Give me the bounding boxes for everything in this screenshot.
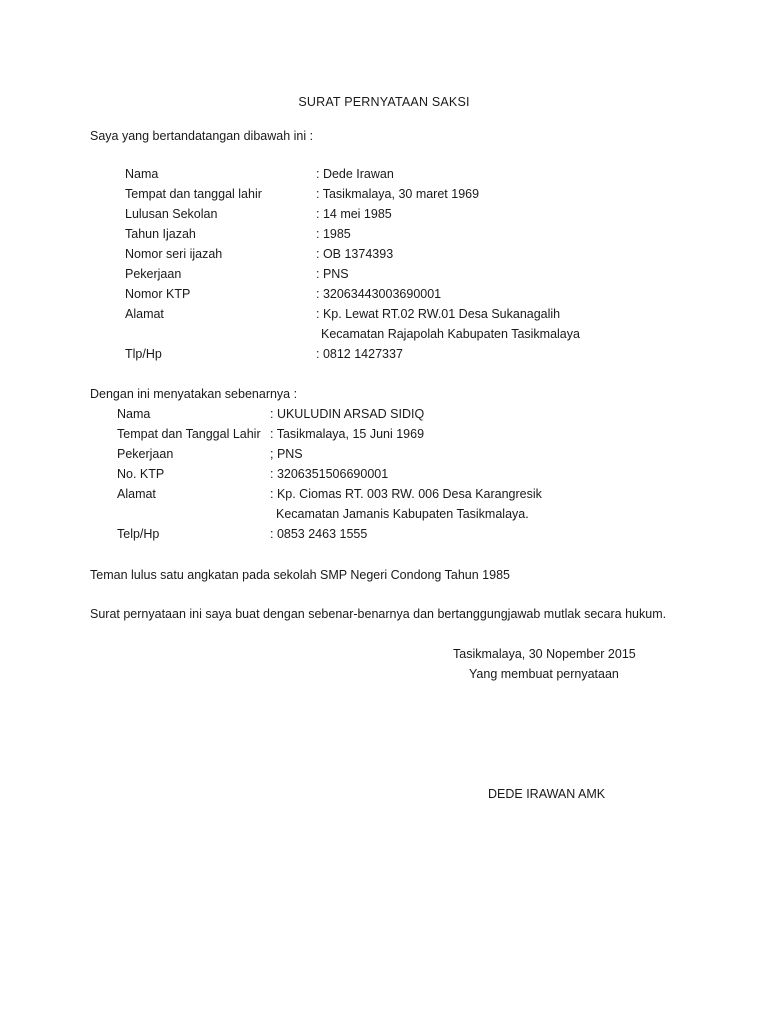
field-value: : OB 1374393 (316, 247, 394, 261)
field-label: Telp/Hp (117, 527, 160, 541)
field-value: : 1985 (316, 227, 351, 241)
field-label: Pekerjaan (117, 447, 174, 461)
field-label: Nama (117, 407, 151, 421)
signer-name: DEDE IRAWAN AMK (488, 787, 606, 801)
closing-paragraph: Surat pernyataan ini saya buat dengan sebenar-benarnya dan bertanggungjawab mutlak secara hukum. (90, 607, 667, 621)
field-value: : Kp. Lewat RT.02 RW.01 Desa Sukanagalih (316, 307, 561, 321)
field-label: Tempat dan tanggal lahir (125, 187, 262, 201)
field-value: : Kp. Ciomas RT. 003 RW. 006 Desa Karangresik (270, 487, 542, 501)
maker-label: Yang membuat pernyataan (469, 667, 619, 681)
field-value: ; PNS (270, 447, 303, 461)
field-value: Kecamatan Rajapolah Kabupaten Tasikmalaya (321, 327, 580, 341)
intro-text: Saya yang bertandatangan dibawah ini : (90, 129, 314, 143)
field-value: : Dede Irawan (316, 167, 394, 181)
field-value: : 0853 2463 1555 (270, 527, 368, 541)
field-label: Nomor seri ijazah (125, 247, 223, 261)
section-heading: Dengan ini menyatakan sebenarnya : (90, 387, 298, 401)
field-value: : Tasikmalaya, 15 Juni 1969 (270, 427, 425, 441)
field-label: No. KTP (117, 467, 165, 481)
field-label: Pekerjaan (125, 267, 182, 281)
field-label: Nama (125, 167, 159, 181)
field-value: : Tasikmalaya, 30 maret 1969 (316, 187, 480, 201)
field-value: Kecamatan Jamanis Kabupaten Tasikmalaya. (276, 507, 529, 521)
field-value: : UKULUDIN ARSAD SIDIQ (270, 407, 425, 421)
field-value: : 32063443003690001 (316, 287, 442, 301)
field-value: : PNS (316, 267, 349, 281)
field-label: Nomor KTP (125, 287, 191, 301)
field-label: Tlp/Hp (125, 347, 162, 361)
field-label: Alamat (125, 307, 164, 321)
field-value: : 0812 1427337 (316, 347, 403, 361)
document-title: SURAT PERNYATAAN SAKSI (298, 95, 470, 109)
field-label: Tahun Ijazah (125, 227, 196, 241)
field-value: : 3206351506690001 (270, 467, 389, 481)
field-label: Tempat dan Tanggal Lahir (117, 427, 261, 441)
place-date: Tasikmalaya, 30 Nopember 2015 (453, 647, 636, 661)
field-label: Lulusan Sekolan (125, 207, 218, 221)
field-value: : 14 mei 1985 (316, 207, 392, 221)
field-label: Alamat (117, 487, 156, 501)
statement-paragraph: Teman lulus satu angkatan pada sekolah SMP Negeri Condong Tahun 1985 (90, 568, 510, 582)
